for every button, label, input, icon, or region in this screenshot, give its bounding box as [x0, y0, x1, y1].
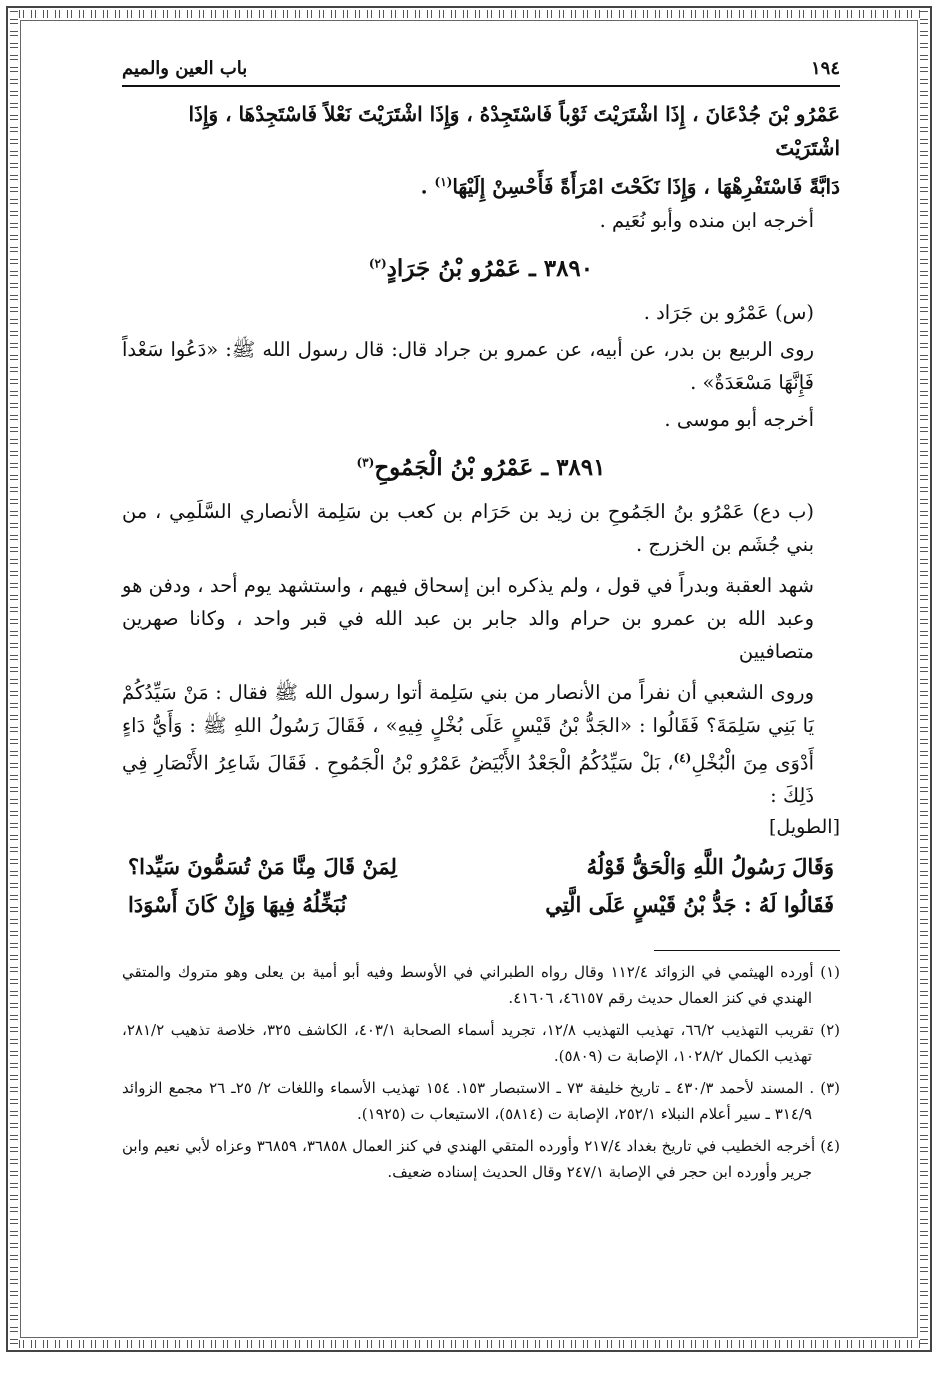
entry-3890-sigla: (س) عَمْرُو بن جَرَاد .	[643, 300, 814, 324]
book-page	[122, 58, 840, 1191]
entry-3891-narration: وروى الشعبي أن نفراً من الأنصار من بني سَلِمة أتوا رسول الله ﷺ فقال : مَنْ سَيِّدُكُمْ يَا بَنِي سَلِمَةَ؟ فَقَالُوا : «الجَدُّ بْنُ قَيْسٍ عَلَى بُخْلٍ فِيهِ» ، فَقَالَ رَسُولُ اللهِ ﷺ : وَأَيُّ دَاءٍ أَدْوَى مِنَ الْبُخْلِ$^{(٤)}$، بَلْ سَيِّدُكُمُ الْجَعْدُ الأَبْيَضُ عَمْرُو بْنُ الْجَمُوحِ . فَقَالَ شَاعِرُ الأَنْصَارِ فِي ذَلِكَ :	[122, 680, 814, 808]
entry-title-3891: ٣٨٩١ ـ عَمْرُو بْنُ الْجَمُوحِ$^{(٣)}$	[356, 453, 606, 481]
entry-3891-lineage: (ب دع) عَمْرُو بنُ الجَمُوحِ بن زيد بن حَرَام بن كعب بن سَلِمة الأنصاري السَّلَمِي ، من بني جُشَم بن الخزرج .	[122, 499, 814, 556]
footnote-ref-4: (٤)	[673, 750, 692, 765]
footnote-4: (٤) أخرجه الخطيب في تاريخ بغداد ٢١٧/٤ وأورده المتقي الهندي في كنز العمال ٣٦٨٥٨، ٣٦٨٥٩ وعزاه لأبي نعيم وابن جرير وأورده ابن حجر في الإصابة ٢٤٧/١ وقال الحديث إسناده ضعيف.	[122, 1137, 840, 1182]
hadith-text-line-2: دَابَّةً فَاسْتَفْرِهْهَا ، وَإِذَا نَكَحْتَ امْرَأَةً فَأَحْسِنْ إِلَيْهَا$^{(١)}$ .	[420, 174, 840, 199]
poetic-meter-label: [الطويل]	[769, 816, 840, 839]
running-header	[122, 58, 840, 87]
decorative-border-right	[920, 8, 928, 1350]
running-title: باب العين والميم	[122, 58, 248, 79]
footnote-ref-3: (٣)	[356, 455, 375, 469]
verse-1-second-hemistich: لِمَنْ قَالَ مِنَّا مَنْ تُسَمُّونَ سَيِّدا؟	[128, 854, 397, 880]
page-number: ١٩٤	[810, 58, 840, 79]
decorative-border-top	[8, 10, 930, 18]
footnote-separator	[654, 950, 840, 951]
verse-line-2	[122, 886, 840, 924]
entry-title-3890: ٣٨٩٠ ـ عَمْرُو بْنُ جَرَادٍ$^{(٢)}$	[368, 254, 594, 282]
opening-section	[122, 97, 840, 237]
decorative-border-bottom	[8, 1340, 930, 1348]
footnote-ref-1: (١)	[434, 175, 453, 189]
footnote-2: (٢) تقريب التهذيب ٦٦/٢، تهذيب التهذيب ١٢/٨، تجريد أسماء الصحابة ٤٠٣/١، الكاشف ٣٢٥، خلاصة تذهيب ٢٨١/٢، تهذيب الكمال ١٠٢٨/٢، الإصابة ت (٥٨٠٩).	[122, 1021, 841, 1066]
verse-2-second-hemistich: نُبَخِّلُهُ فِيهَا وَإِنْ كَانَ أَسْوَدَا	[128, 892, 347, 918]
entry-3890-source: أخرجه أبو موسى .	[664, 407, 814, 431]
decorative-border-left	[10, 8, 18, 1350]
source-note: أخرجه ابن منده وأبو نُعَيم .	[599, 208, 814, 232]
verse-2-first-hemistich: فَقَالُوا لَهُ : جَدُّ بْنُ قَيْسٍ عَلَى الَّتِي	[545, 892, 834, 918]
footnote-1: (١) أورده الهيثمي في الزوائد ١١٢/٤ وقال رواه الطبراني في الأوسط وفيه أبو أمية بن يعلى وهو متروك والمتقي الهندي في كنز العمال حديث رقم ٤٦١٥٧، ٤١٦٠٦.	[122, 963, 840, 1008]
verse-line-1	[122, 848, 840, 886]
footnote-ref-2: (٢)	[368, 256, 387, 270]
hadith-text-line-1: عَمْرُو بْنَ جُدْعَانَ ، إِذَا اشْتَرَيْتَ ثَوْباً فَاسْتَجِدْهُ ، وَإِذَا اشْتَرَيْتَ نَعْلاً فَاسْتَجِدْهَا ، وَإِذَا اشْتَرَيْتَ	[188, 102, 840, 160]
entry-3891-bio: شهد العقبة وبدراً في قول ، ولم يذكره ابن إسحاق فيهم ، واستشهد يوم أحد ، ودفن هو وعبد الله بن عمرو بن حرام والد جابر بن عبد الله في قبر واحد ، وكانا صهرين متصافيين	[122, 573, 814, 663]
verse-1-first-hemistich: وَقَالَ رَسُولُ اللَّهِ وَالْحَقُّ قَوْلُهُ	[586, 854, 834, 880]
entry-3890-narration: روى الربيع بن بدر، عن أبيه، عن عمرو بن جراد قال: قال رسول الله ﷺ: «دَعُوا سَعْداً فَإِنَّهَا مَسْعَدَةٌ» .	[122, 337, 814, 394]
footnote-3: (٣) . المسند لأحمد ٤٣٠/٣ ـ تاريخ خليفة ٧٣ ـ الاستبصار ١٥٣. ١٥٤ تهذيب الأسماء واللغات ٢/ ٢٥ـ ٢٦ مجمع الزوائد ٣١٤/٩ ـ سير أعلام النبلاء ٢٥٢/١، الإصابة ت (٥٨١٤)، الاستيعاب ت (١٩٢٥).	[122, 1079, 840, 1124]
